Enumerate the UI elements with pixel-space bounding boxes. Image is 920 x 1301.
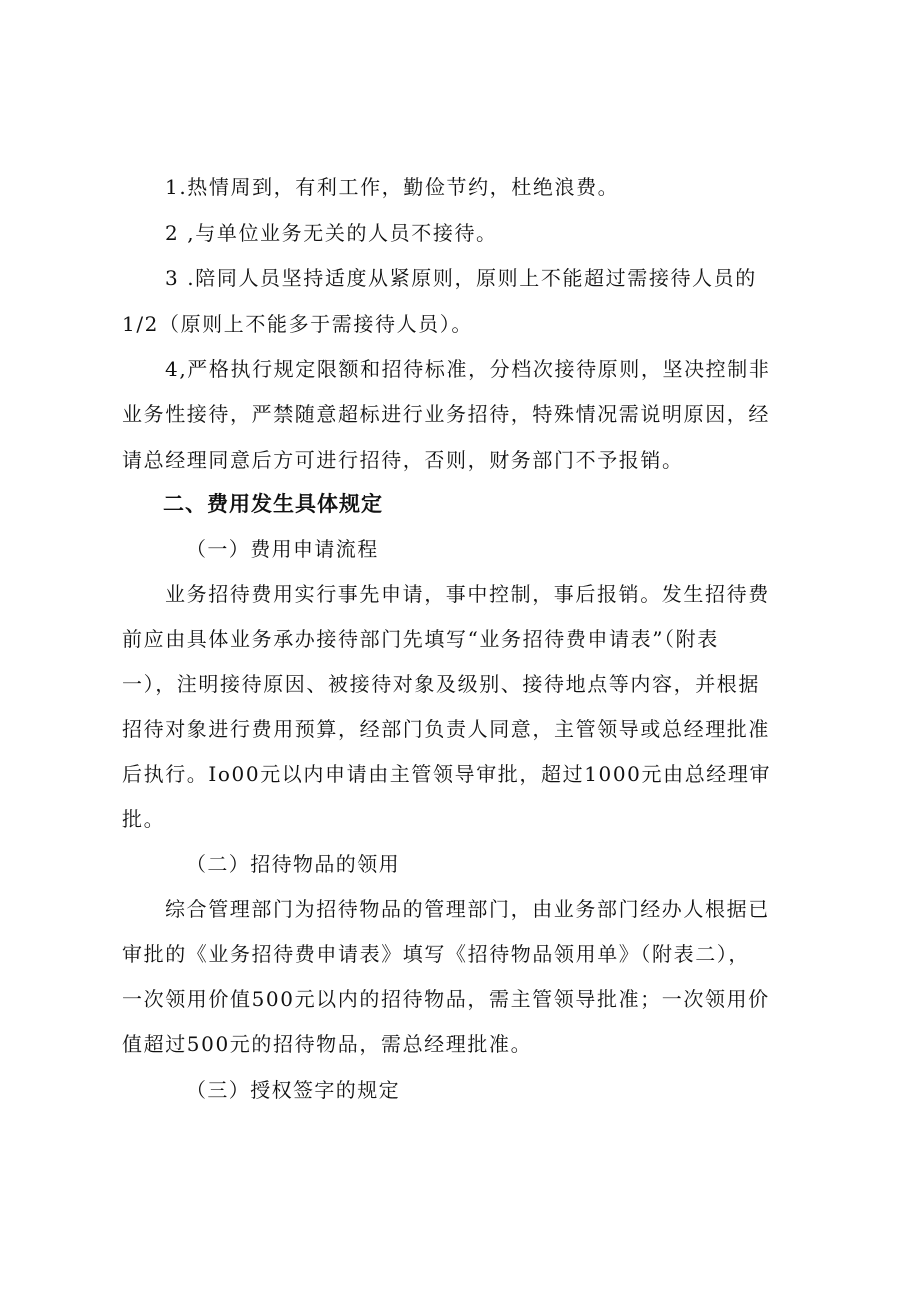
rule-item-4: 4,严格执行规定限额和招待标准，分档次接待原则，坚决控制非 — [165, 357, 771, 381]
rule-item-1: 1.热情周到，有利工作，勤俭节约，杜绝浪费。 — [165, 175, 620, 199]
rule-item-4-cont-2: 请总经理同意后方可进行招待，否则，财务部门不予报销。 — [122, 448, 684, 472]
subsection-title-1: （一）费用申请流程 — [186, 537, 379, 561]
subsection-title-2: （二）招待物品的领用 — [186, 852, 400, 876]
subsection-title-3: （三）授权签字的规定 — [186, 1078, 400, 1102]
paragraph-1-line-1: 业务招待费用实行事先申请，事中控制，事后报销。发生招待费 — [165, 582, 770, 606]
paragraph-2-line-4: 值超过500元的招待物品，需总经理批准。 — [122, 1032, 533, 1056]
rule-item-3-cont: 1/2（原则上不能多于需接待人员）。 — [122, 312, 473, 336]
paragraph-1-line-3: 一），注明接待原因、被接待对象及级别、接待地点等内容，并根据 — [122, 672, 760, 696]
paragraph-2-line-1: 综合管理部门为招待物品的管理部门，由业务部门经办人根据已 — [165, 897, 770, 921]
rule-item-2: 2 ,与单位业务无关的人员不接待。 — [165, 221, 498, 245]
rule-item-4-cont-1: 业务性接待，严禁随意超标进行业务招待，特殊情况需说明原因，经 — [122, 402, 770, 426]
paragraph-1-line-4: 招待对象进行费用预算，经部门负责人同意，主管领导或总经理批准 — [122, 717, 770, 741]
rule-item-3: 3 .陪同人员坚持适度从紧原则，原则上不能超过需接待人员的 — [165, 266, 757, 290]
section-heading: 二、费用发生具体规定 — [163, 492, 383, 516]
paragraph-1-line-6: 批。 — [122, 807, 166, 831]
paragraph-1-line-5: 后执行。Io00元以内申请由主管领导审批，超过1000元由总经理审 — [122, 762, 772, 786]
paragraph-1-line-2: 前应由具体业务承办接待部门先填写“业务招待费申请表”（附表 — [122, 627, 719, 651]
paragraph-2-line-2: 审批的《业务招待费申请表》填写《招待物品领用单》（附表二）， — [122, 942, 750, 966]
paragraph-2-line-3: 一次领用价值500元以内的招待物品，需主管领导批准；一次领用价 — [122, 987, 770, 1011]
